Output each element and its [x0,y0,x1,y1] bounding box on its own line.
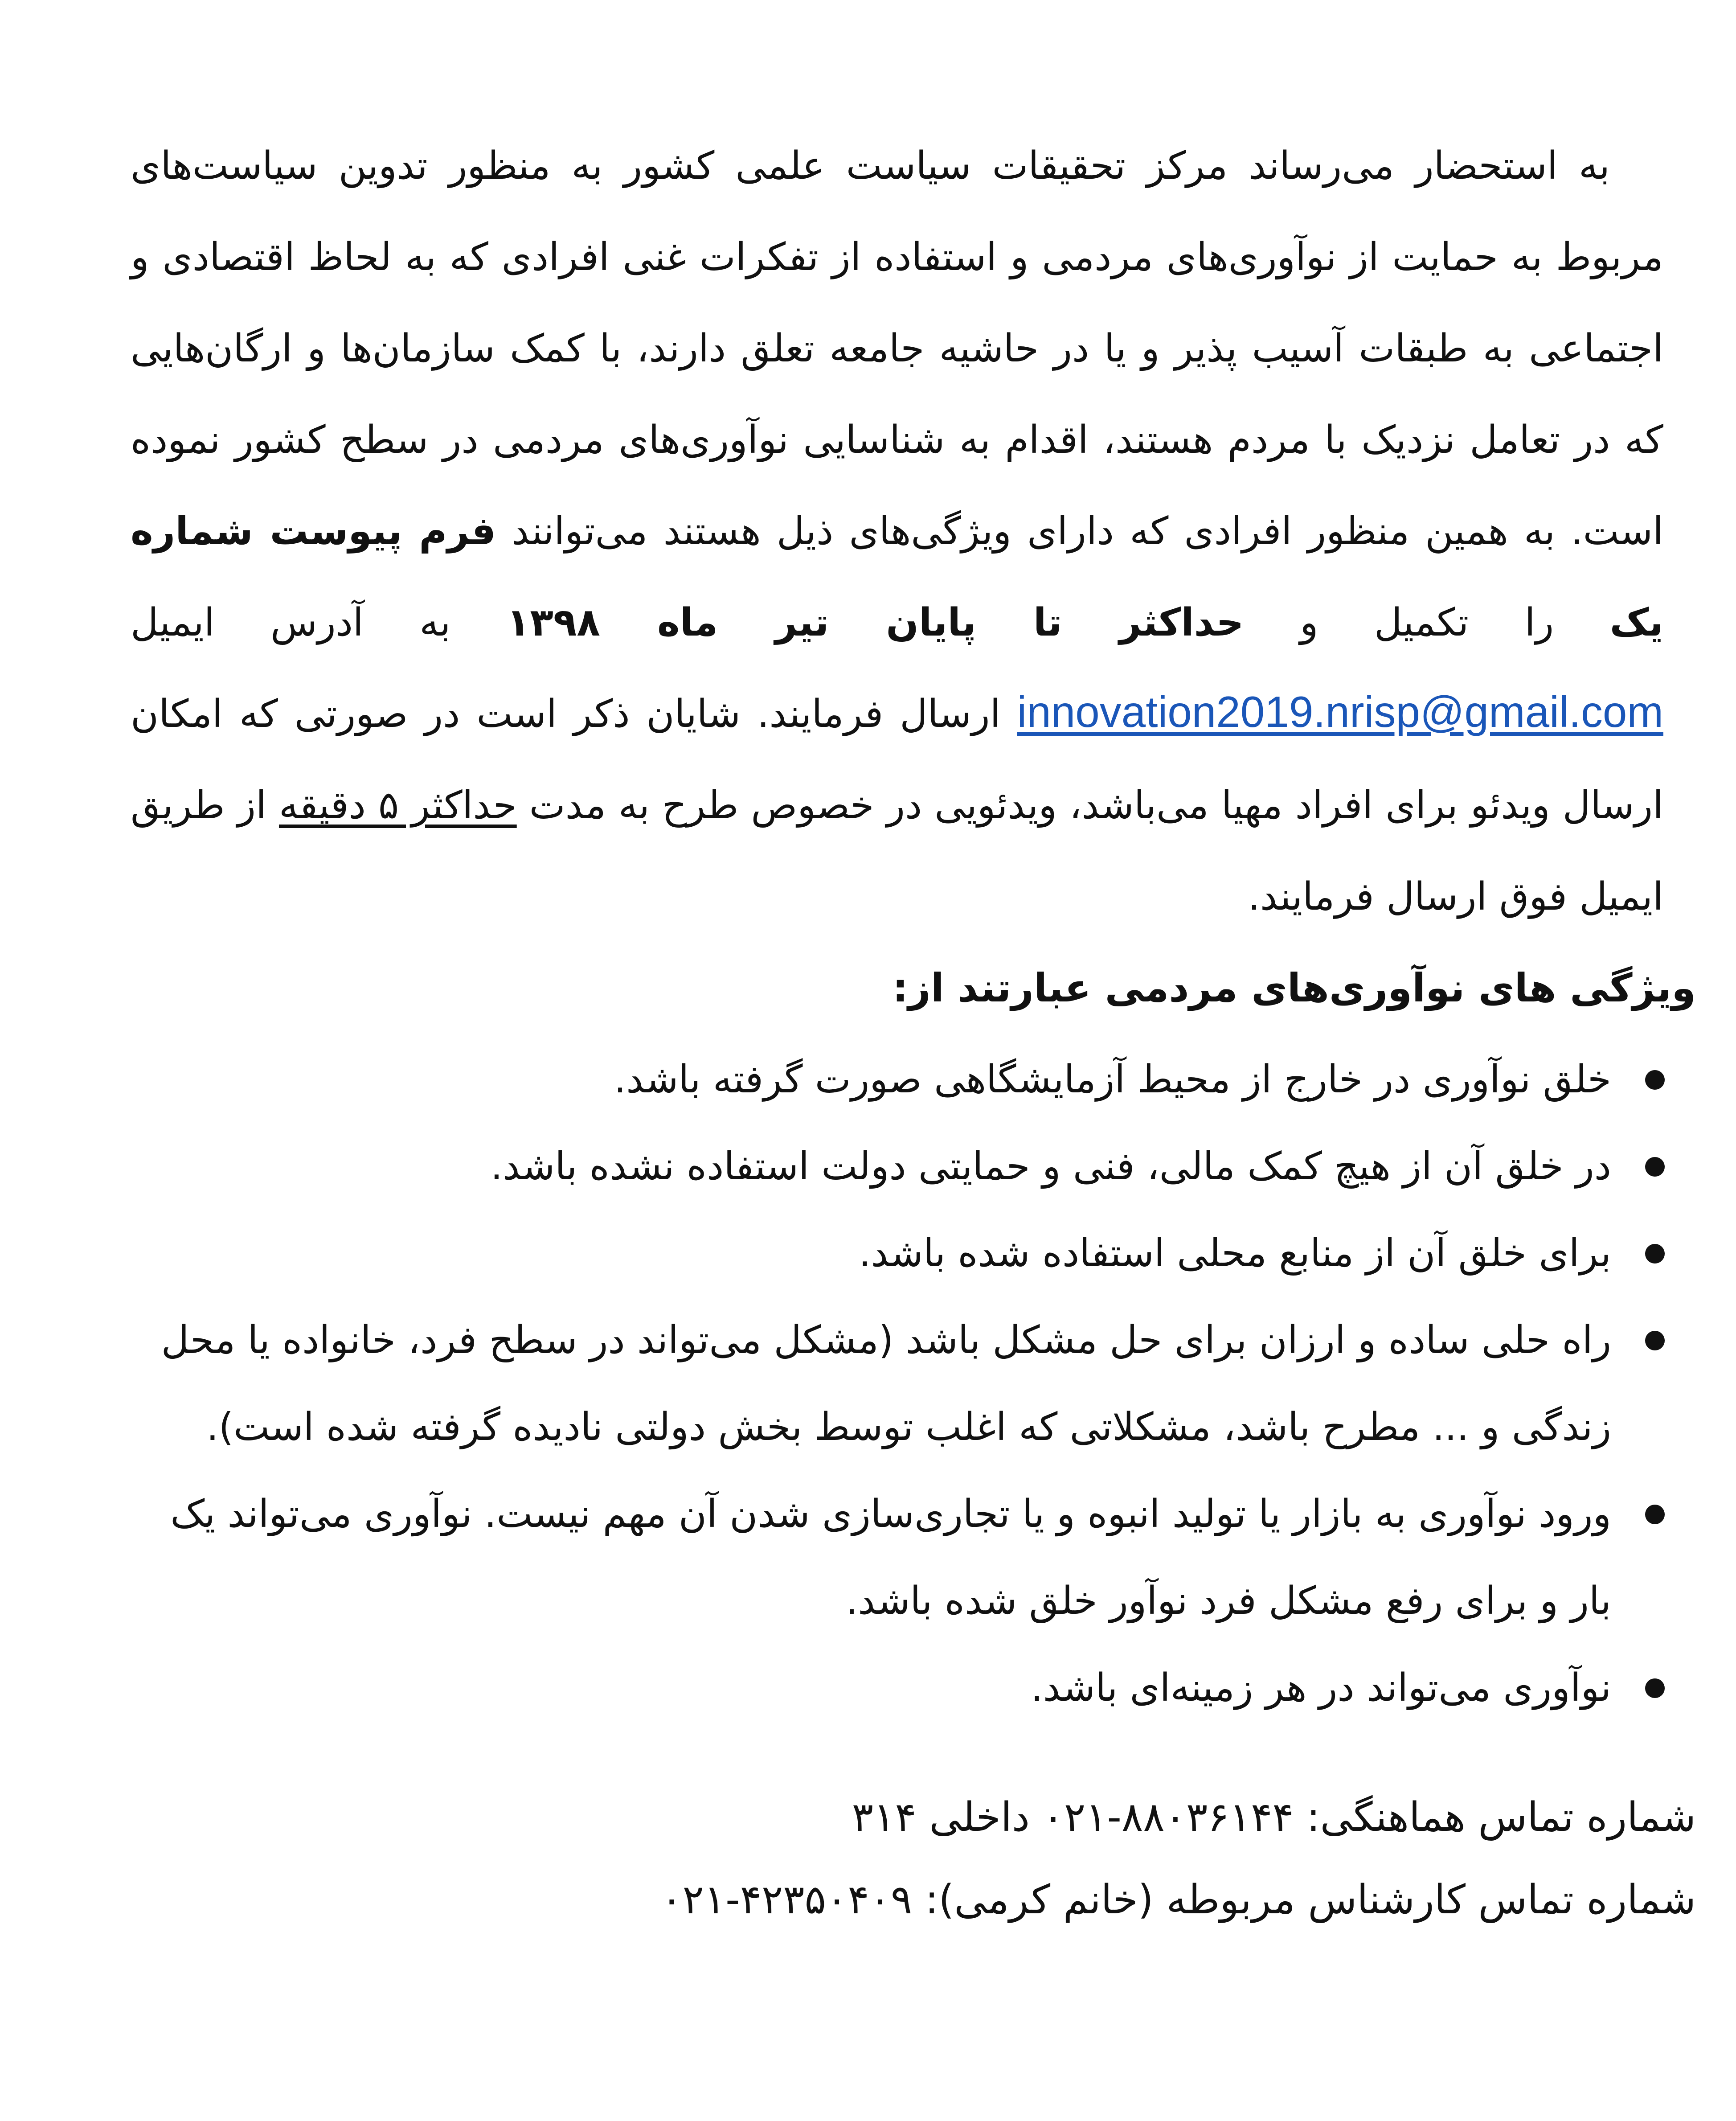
intro-text-5: از طریق ایمیل فوق ارسال فرمایند. [131,783,1663,919]
bullet-icon [1645,1070,1665,1090]
feature-item [141,1645,1665,1731]
intro-text-1: به استحضار می‌رساند مرکز تحقیقات سیاست علمی کشور به منظور تدوین سیاست‌های مربوط به حمایت از نوآوری‌های مردمی و استفاده از تفکرات غنی افرادی که به لحاظ اقتصادی و اجتماعی به طبقات آسیب پذیر و یا در حاشیه جامعه تعلق دارند، با کمک سازمان‌ها و ارگان‌هایی که در تعامل نزدیک با مردم هستند، اقدام به شناسایی نوآوری‌های مردمی در سطح کشور نموده است. به همین منظور افرادی که دارای ویژگی‌های ذیل هستند می‌توانند [131,144,1663,554]
feature-item [141,1123,1665,1210]
bullet-icon [1645,1157,1665,1177]
feature-text: ورود نوآوری به بازار یا تولید انبوه و یا تجاری‌سازی شدن آن مهم نیست. نوآوری می‌تواند یک بار و برای رفع مشکل فرد نوآور خلق شده باشد. [170,1492,1611,1623]
feature-item [141,1471,1665,1645]
intro-bold-form: فرم پیوست شماره یک [131,509,1664,645]
intro-underline-duration: حداکثر ۵ دقیقه [278,783,517,828]
feature-item [141,1297,1665,1471]
expert-phone: شماره تماس کارشناس مربوطه (خانم کرمی): ۴۲۳۵۰۴۰۹-۰۲۱ [661,1876,1696,1923]
feature-item [141,1036,1665,1123]
features-heading: ویژگی های نوآوری‌های مردمی عبارتند از: [892,965,1696,1011]
feature-text: نوآوری می‌تواند در هر زمینه‌ای باشد. [1031,1666,1611,1710]
bullet-icon [1645,1244,1665,1264]
feature-text: در خلق آن از هیچ کمک مالی، فنی و حمایتی دولت استفاده نشده باشد. [490,1144,1611,1189]
bullet-icon [1645,1505,1665,1524]
bullet-icon [1645,1678,1665,1698]
feature-text: برای خلق آن از منابع محلی استفاده شده باشد. [859,1231,1611,1276]
coordination-phone: شماره تماس هماهنگی: ۸۸۰۳۶۱۴۴-۰۲۱ داخلی ۳۱۴ [852,1794,1696,1841]
intro-text-2: را تکمیل و [1299,600,1554,645]
bullet-icon [1645,1331,1665,1350]
email-link[interactable]: innovation2019.nrisp@gmail.com [1017,687,1663,736]
contact-block [47,1776,1696,1941]
feature-item [141,1210,1665,1297]
intro-text-4: ارسال فرمایند. شایان ذکر است در صورتی که امکان ارسال ویدئو برای افراد مهیا می‌باشد، ویدئویی در خصوص طرح به مدت [131,692,1663,828]
feature-text: راه حلی ساده و ارزان برای حل مشکل باشد (مشکل می‌تواند در سطح فرد، خانواده یا محل زندگی و ... مطرح باشد، مشکلاتی که اغلب توسط بخش دولتی نادیده گرفته شده است). [161,1318,1611,1449]
intro-bold-deadline: حداکثر تا پایان تیر ماه ۱۳۹۸ [506,600,1244,645]
features-list [141,1036,1665,1731]
feature-text: خلق نوآوری در خارج از محیط آزمایشگاهی صورت گرفته باشد. [614,1057,1611,1102]
intro-paragraph [131,120,1663,943]
intro-text-3: به آدرس ایمیل [131,600,451,645]
